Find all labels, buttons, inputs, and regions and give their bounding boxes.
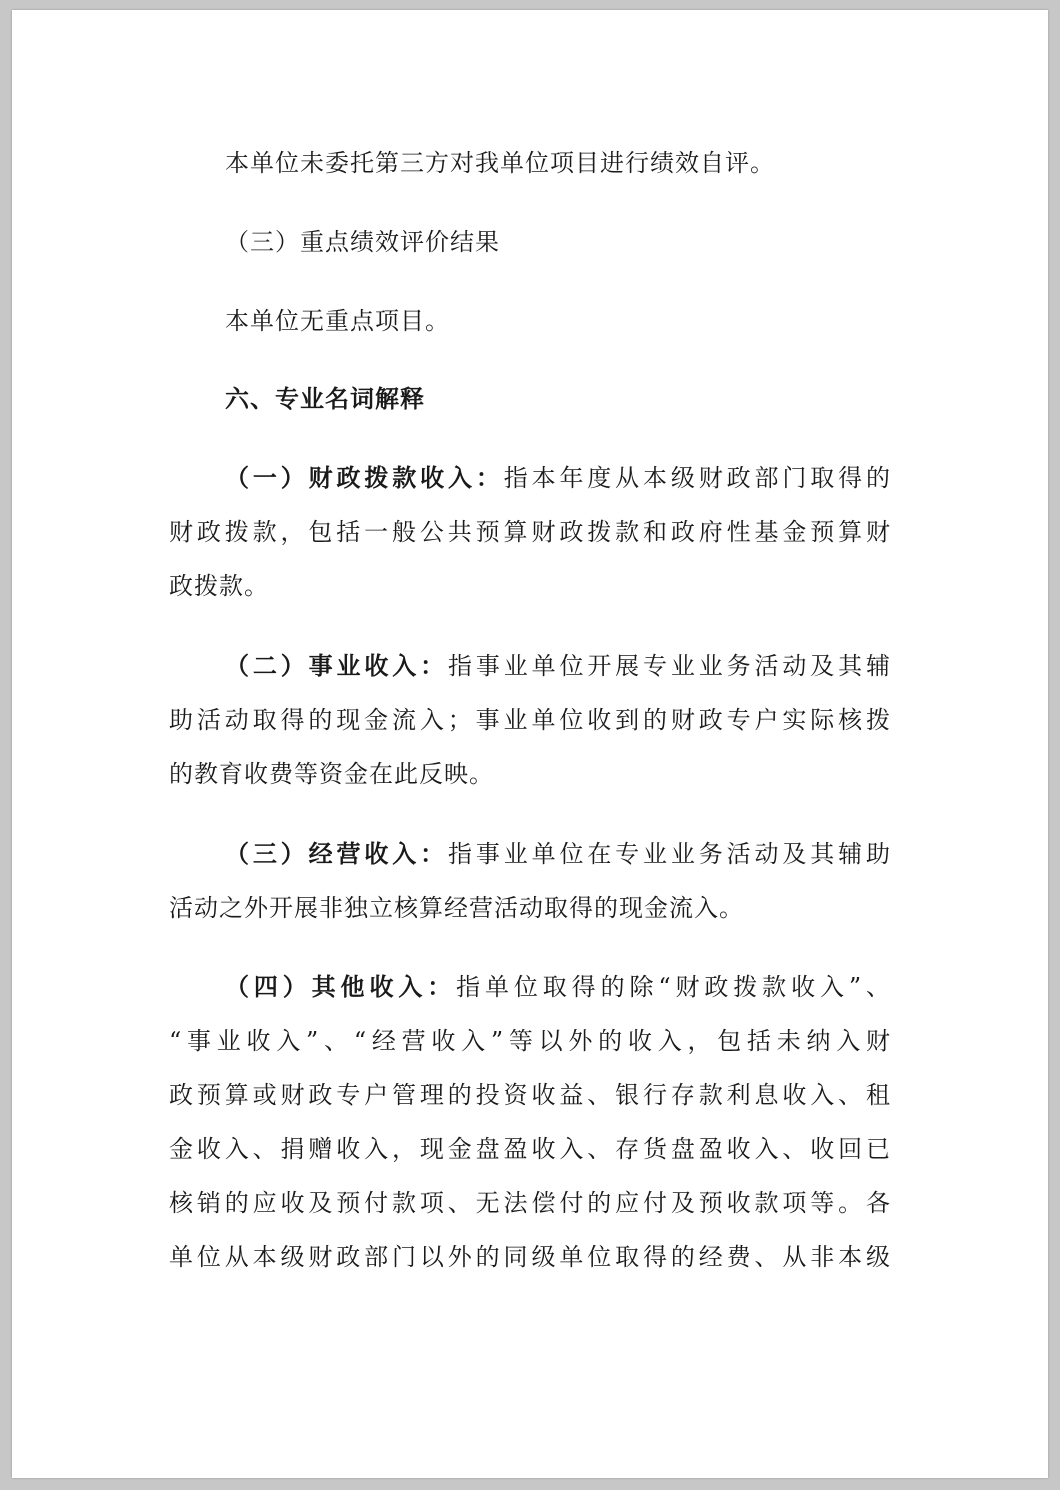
heading-terms: 六、专业名词解释 [225, 385, 425, 413]
definition-2-line-3: 的教育收费等资金在此反映。 [169, 760, 494, 788]
definition-4-line-2: “事业收入”、“经营收入”等以外的收入，包括未纳入财 [169, 1027, 891, 1055]
definition-3-text: 指事业单位在专业业务活动及其辅助 [447, 840, 892, 868]
definition-1-line-3: 政拨款。 [169, 572, 269, 600]
paragraph-no-key-projects: 本单位无重点项目。 [225, 307, 450, 335]
definition-1-line-1 [225, 463, 891, 493]
definition-3-line-1 [225, 839, 891, 869]
definition-2-text: 指事业单位开展专业业务活动及其辅 [447, 652, 892, 680]
definition-1-term: （一）财政拨款收入： [225, 464, 504, 492]
definition-3-line-2: 活动之外开展非独立核算经营活动取得的现金流入。 [169, 894, 744, 922]
definition-4-term: （四）其他收入： [225, 973, 457, 1001]
definition-2-line-1 [225, 651, 891, 681]
paragraph-no-third-party: 本单位未委托第三方对我单位项目进行绩效自评。 [225, 149, 775, 177]
definition-2-line-2: 助活动取得的现金流入；事业单位收到的财政专户实际核拨 [169, 706, 891, 734]
document-page [12, 10, 1048, 1478]
definition-4-line-6: 单位从本级财政部门以外的同级单位取得的经费、从非本级 [169, 1243, 891, 1271]
definition-2-term: （二）事业收入： [225, 652, 448, 680]
definition-3-term: （三）经营收入： [225, 840, 448, 868]
definition-4-line-1 [225, 972, 891, 1002]
definition-4-line-5: 核销的应收及预付款项、无法偿付的应付及预收款项等。各 [169, 1189, 891, 1217]
definition-4-text: 指单位取得的除“财政拨款收入”、 [456, 973, 892, 1001]
heading-key-evaluation: （三）重点绩效评价结果 [225, 228, 500, 256]
definition-4-line-3: 政预算或财政专户管理的投资收益、银行存款利息收入、租 [169, 1081, 891, 1109]
definition-1-text: 指本年度从本级财政部门取得的 [503, 464, 892, 492]
definition-1-line-2: 财政拨款，包括一般公共预算财政拨款和政府性基金预算财 [169, 518, 891, 546]
definition-4-line-4: 金收入、捐赠收入，现金盘盈收入、存货盘盈收入、收回已 [169, 1135, 891, 1163]
